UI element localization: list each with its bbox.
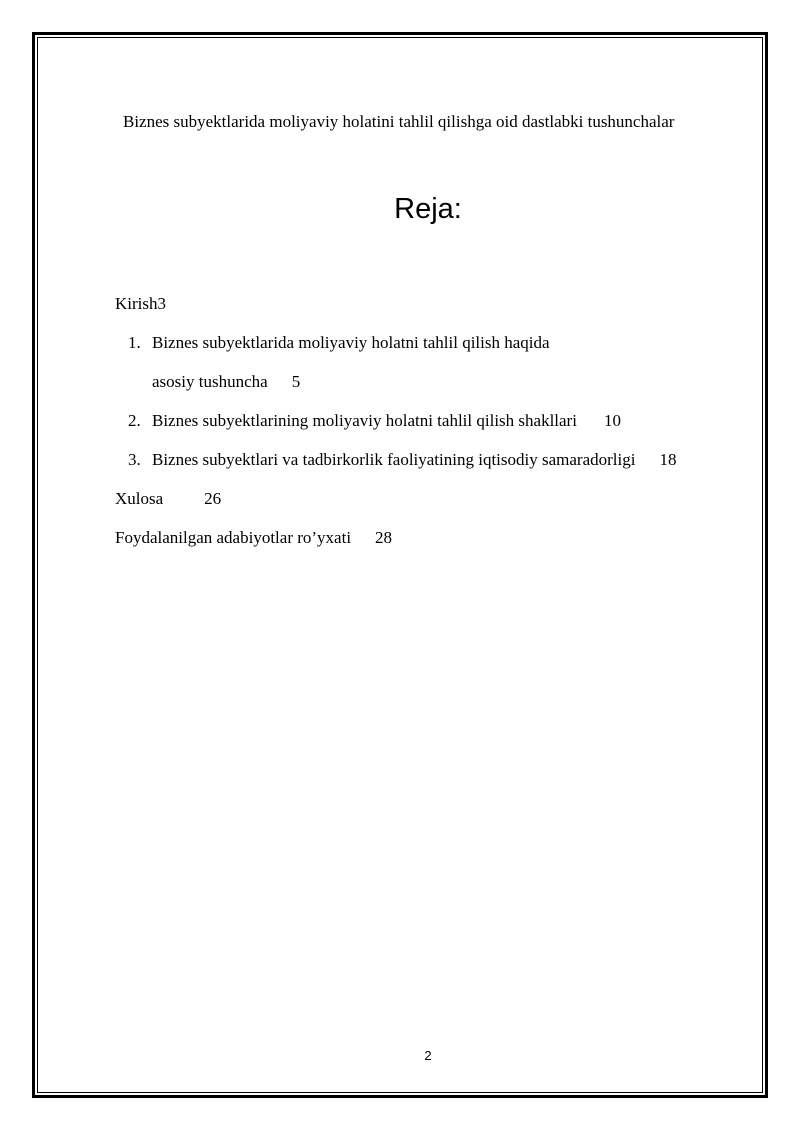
toc-entry-item-3[interactable] [152, 450, 676, 470]
toc-entry-page: 3 [157, 294, 166, 313]
toc-entry-page: 10 [603, 411, 621, 430]
document-title: Biznes subyektlarida moliyaviy holatini tahlil qilishga oid dastlabki tushunchalar [123, 112, 675, 131]
toc-entry-page: 18 [659, 450, 677, 469]
toc-entry-conclusion[interactable] [115, 489, 221, 509]
toc-item-number: 2. [128, 411, 141, 430]
toc-item-number: 1. [128, 333, 141, 352]
toc-entry-item-2[interactable] [152, 411, 621, 431]
toc-item-number: 3. [128, 450, 141, 469]
toc-entry-item-1-continued[interactable] [152, 372, 300, 392]
toc-entry-page: 28 [375, 528, 393, 547]
plan-heading: Reja: [394, 193, 462, 225]
toc-entry-intro[interactable] [115, 294, 166, 314]
toc-entry-item-1[interactable] [152, 333, 550, 353]
toc-entry-label: Kirish [115, 294, 158, 313]
toc-entry-label: Biznes subyektlarining moliyaviy holatni tahlil qilish shakllari [152, 411, 577, 430]
toc-entry-label: asosiy tushuncha [152, 372, 268, 391]
toc-entry-label: Biznes subyektlarida moliyaviy holatni tahlil qilish haqida [152, 333, 550, 352]
toc-entry-page: 5 [291, 372, 301, 391]
page-number: 2 [424, 1048, 432, 1063]
toc-entry-page: 26 [204, 489, 222, 508]
toc-entry-label: Xulosa [115, 489, 164, 508]
toc-entry-label: Foydalanilgan adabiyotlar ro’yxati [115, 528, 352, 547]
toc-entry-label: Biznes subyektlari va tadbirkorlik faoliyatining iqtisodiy samaradorligi [152, 450, 636, 469]
toc-entry-references[interactable] [115, 528, 392, 548]
